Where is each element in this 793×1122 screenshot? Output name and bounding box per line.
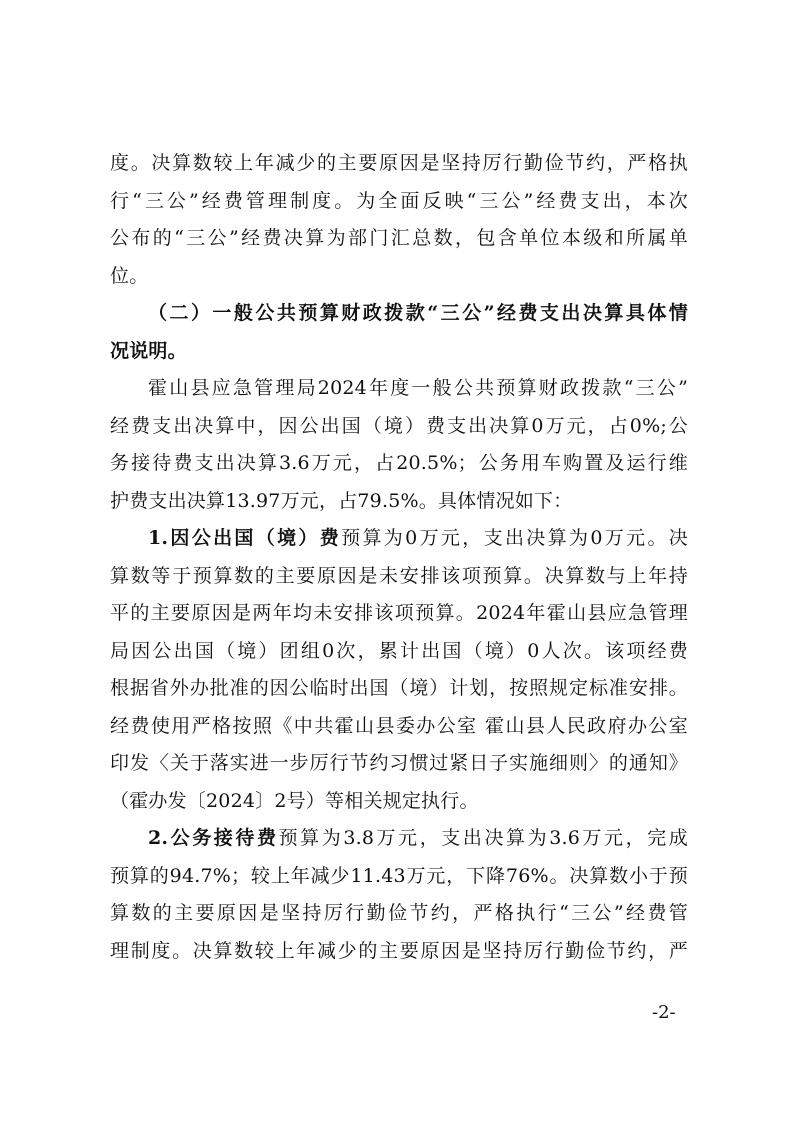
paragraph-continuation	[110, 145, 688, 295]
text-line: 度。决算数较上年减少的主要原因是坚持厉行勤俭节约，严格执	[110, 152, 688, 174]
text-line: 务接待费支出决算3.6万元，占20.5%；公务用车购置及运行维	[110, 452, 688, 474]
text-line: 公布的“三公”经费决算为部门汇总数，包含单位本级和所属单	[110, 227, 688, 249]
text-line: 算数等于预算数的主要原因是未安排该项预算。决算数与上年持	[110, 564, 688, 587]
text-line: 经费使用严格按照《中共霍山县委办公室 霍山县人民政府办公室	[110, 714, 688, 737]
text-line: 霍山县应急管理局2024年度一般公共预算财政拨款“三公”	[148, 377, 688, 399]
text-line: （霍办发〔2024〕2号）等相关规定执行。	[110, 789, 479, 812]
heading-line: 况说明。	[110, 339, 187, 362]
text-line: 平的主要原因是两年均未安排该项预算。2024年霍山县应急管理	[110, 602, 688, 624]
paragraph-summary	[110, 370, 688, 520]
section-heading	[110, 295, 688, 370]
text-line: 护费支出决算13.97万元，占79.5%。具体情况如下：	[110, 489, 573, 512]
text-line: 局因公出国（境）团组0次，累计出国（境）0人次。该项经费	[110, 639, 688, 662]
text-line	[110, 520, 688, 558]
item-text: 预算为3.8万元，支出决算为3.6万元，完成	[278, 827, 688, 849]
paragraph-reception-expense	[110, 820, 688, 970]
text-line: 算数的主要原因是坚持厉行勤俭节约，严格执行“三公”经费管	[110, 902, 688, 924]
text-line: 理制度。决算数较上年减少的主要原因是坚持厉行勤俭节约，严	[110, 939, 688, 962]
item-lead: 1.因公出国（境）费	[148, 527, 342, 549]
text-line: 行“三公”经费管理制度。为全面反映“三公”经费支出，本次	[110, 189, 688, 212]
heading-line: （二）一般公共预算财政拨款“三公”经费支出决算具体情	[148, 302, 688, 324]
text-line: 经费支出决算中，因公出国（境）费支出决算0万元，占0%;公	[110, 414, 688, 437]
text-line: 预算的94.7%；较上年减少11.43万元，下降76%。决算数小于预	[110, 864, 688, 887]
paragraph-overseas-expense	[110, 520, 688, 820]
item-text: 预算为0万元，支出决算为0万元。决	[341, 527, 688, 549]
document-body	[110, 145, 688, 970]
text-line: 根据省外办批准的因公临时出国（境）计划，按照规定标准安排。	[110, 677, 688, 699]
text-line: 位。	[110, 264, 149, 287]
item-lead: 2.公务接待费	[148, 827, 279, 849]
text-line	[110, 820, 688, 858]
text-line: 印发〈关于落实进一步厉行节约习惯过紧日子实施细则〉的通知》	[110, 752, 688, 774]
page-number: -2-	[652, 1002, 676, 1023]
